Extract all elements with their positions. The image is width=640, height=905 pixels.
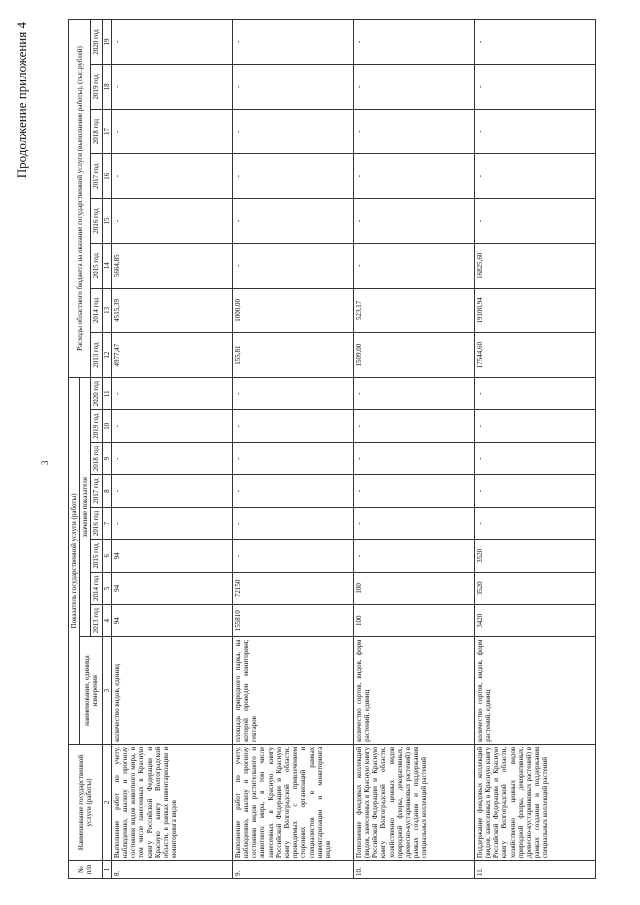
indicator-value-cell: 94 (111, 605, 232, 637)
column-number: 7 (102, 507, 111, 539)
indicator-value-cell: - (111, 507, 232, 539)
expense-value-cell: - (353, 199, 474, 244)
expense-year-3: 2016 год (91, 199, 102, 244)
value-year-2: 2015 год (91, 540, 102, 572)
column-number: 16 (102, 154, 111, 199)
column-number: 1 (102, 861, 111, 879)
value-year-7: 2020 год (91, 377, 102, 410)
column-number: 14 (102, 243, 111, 288)
header-expense-group: Расходы областного бюджета на оказание государственной услуги (выполнение работы), (тыс.рублей) (69, 20, 91, 378)
expense-value-cell: - (232, 243, 353, 288)
table-row (474, 20, 595, 879)
indicator-value-cell: - (111, 377, 232, 410)
indicator-value-cell: - (353, 507, 474, 539)
expense-year-6: 2019 год (91, 64, 102, 109)
indicator-value-cell: - (474, 410, 595, 442)
indicator-value-cell: - (353, 475, 474, 507)
indicator-value-cell: - (111, 410, 232, 442)
expense-value-cell: - (232, 109, 353, 154)
service-name-cell: Поддержание фондовых коллекций (видов, занесенных в Красную книгу Российской Федерации и Красную книгу Волгоградской области, хозяйственно ценных видов природной флоры, декоративных, древесно-кустарниковых растений) в рамках создания и поддержания специальных коллекций растений (474, 744, 595, 860)
value-year-4: 2017 год (91, 475, 102, 507)
value-year-6: 2019 год (91, 410, 102, 442)
indicator-value-cell: 100 (353, 605, 474, 637)
page-number: 3 (40, 460, 50, 465)
indicator-value-cell: - (232, 442, 353, 474)
indicator-value-cell: - (474, 442, 595, 474)
services-table (68, 19, 596, 879)
expense-value-cell: - (353, 20, 474, 65)
expense-value-cell: 19100,94 (474, 288, 595, 333)
expense-value-cell: - (474, 109, 595, 154)
indicator-value-cell: - (474, 377, 595, 410)
column-number: 2 (102, 744, 111, 860)
table-row (353, 20, 474, 879)
expense-value-cell: 5664,85 (111, 243, 232, 288)
column-number: 18 (102, 64, 111, 109)
column-number: 8 (102, 475, 111, 507)
service-name-cell: Выполнение работ по учету, наблюдению, анализу и прогнозу состояния видов животного мира, в том числе занесенных в Красную книгу Российской Федерации и Красную книгу Волгоградской области, в рамках инвентаризации и мониторинга видов (111, 744, 232, 860)
column-number: 19 (102, 20, 111, 65)
header-indicator-group: Показатель государственной услуги (работы) (69, 377, 80, 744)
expense-value-cell: 17544,60 (474, 333, 595, 378)
column-number: 9 (102, 442, 111, 474)
indicator-value-cell: - (353, 442, 474, 474)
expense-value-cell: - (353, 64, 474, 109)
indicator-value-cell: - (232, 507, 353, 539)
expense-year-5: 2018 год (91, 109, 102, 154)
continuation-title: Продолжение приложения 4 (14, 22, 29, 179)
value-year-1: 2014 год (91, 572, 102, 604)
header-indicator-name: наименование, единица измерения (80, 637, 102, 744)
service-name-cell: Выполнение работ по учету, наблюдению, анализу и прогнозу состояния видов растительного и животного мира, в том числе занесенных в Красную книгу Российской Федерации и Красную книгу Волгоградской области, проводимых с привлечением сторонних организаций и специалистов в рамках инвентаризации и мониторинга видов (232, 744, 353, 860)
indicator-value-cell: - (232, 377, 353, 410)
row-number: 9. (232, 861, 353, 879)
indicator-value-cell: 3520 (474, 540, 595, 572)
column-number: 11 (102, 377, 111, 410)
expense-value-cell: - (474, 154, 595, 199)
value-year-3: 2016 год (91, 507, 102, 539)
service-name-cell: Пополнение фондовых коллекций (видов, занесенных в Красную книгу Российской Федерации и Красную книгу Волгоградской области, хозяйственно ценных видов природной флоры, декоративных, древесно-кустарниковых растений) в рамках создания и поддержания специальных коллекций растений (353, 744, 474, 860)
expense-value-cell: 1000,00 (232, 288, 353, 333)
indicator-cell: количество сортов, видов, форм растений, единиц (353, 637, 474, 744)
expense-value-cell: - (232, 199, 353, 244)
indicator-value-cell: - (474, 475, 595, 507)
expense-year-1: 2014 год (91, 288, 102, 333)
row-number: 8. (111, 861, 232, 879)
value-year-0: 2013 год (91, 605, 102, 637)
expense-value-cell: - (232, 20, 353, 65)
indicator-cell: площадь природного парка, на которой проведен мониторинг, гектаров (232, 637, 353, 744)
expense-year-0: 2013 год (91, 333, 102, 378)
indicator-value-cell: - (232, 410, 353, 442)
indicator-value-cell: - (353, 410, 474, 442)
expense-value-cell: - (232, 154, 353, 199)
expense-value-cell: 523,17 (353, 288, 474, 333)
indicator-value-cell: 72150 (232, 572, 353, 604)
column-number: 5 (102, 572, 111, 604)
indicator-value-cell: 3420 (474, 605, 595, 637)
column-number: 13 (102, 288, 111, 333)
expense-value-cell: - (353, 154, 474, 199)
column-number: 3 (102, 637, 111, 744)
column-number: 10 (102, 410, 111, 442)
row-number: 11. (474, 861, 595, 879)
expense-value-cell: - (111, 109, 232, 154)
expense-value-cell: 4515,39 (111, 288, 232, 333)
indicator-cell: количество сортов, видов, форм растений, единиц (474, 637, 595, 744)
expense-value-cell: - (111, 20, 232, 65)
column-number: 15 (102, 199, 111, 244)
expense-value-cell: - (474, 64, 595, 109)
expense-value-cell: - (232, 64, 353, 109)
header-service-name: Наименование государственной услуги (работы) (69, 744, 103, 860)
indicator-value-cell: 100 (353, 572, 474, 604)
expense-value-cell: 16825,60 (474, 243, 595, 288)
indicator-value-cell: 155810 (232, 605, 353, 637)
column-number: 6 (102, 540, 111, 572)
expense-year-7: 2020 год (91, 20, 102, 65)
table-row (111, 20, 232, 879)
table-row (232, 20, 353, 879)
header-indicator-value: значение показателя (80, 377, 91, 636)
indicator-cell: количество видов, единиц (111, 637, 232, 744)
value-year-5: 2018 год (91, 442, 102, 474)
column-number: 17 (102, 109, 111, 154)
indicator-value-cell: - (232, 475, 353, 507)
indicator-value-cell: 3520 (474, 572, 595, 604)
expense-value-cell: - (111, 199, 232, 244)
expense-value-cell: 1509,00 (353, 333, 474, 378)
expense-value-cell: 155,81 (232, 333, 353, 378)
indicator-value-cell: - (474, 507, 595, 539)
expense-value-cell: - (111, 64, 232, 109)
expense-value-cell: - (353, 243, 474, 288)
expense-value-cell: - (474, 20, 595, 65)
indicator-value-cell: - (353, 377, 474, 410)
expense-year-2: 2015 год (91, 243, 102, 288)
column-number: 4 (102, 605, 111, 637)
expense-value-cell: - (353, 109, 474, 154)
header-no: № п/п (69, 861, 103, 879)
row-number: 10. (353, 861, 474, 879)
indicator-value-cell: 94 (111, 540, 232, 572)
expense-year-4: 2017 год (91, 154, 102, 199)
indicator-value-cell: - (111, 475, 232, 507)
expense-value-cell: 4977,47 (111, 333, 232, 378)
indicator-value-cell: - (232, 540, 353, 572)
column-number: 12 (102, 333, 111, 378)
expense-value-cell: - (474, 199, 595, 244)
expense-value-cell: - (111, 154, 232, 199)
indicator-value-cell: 94 (111, 572, 232, 604)
indicator-value-cell: - (353, 540, 474, 572)
indicator-value-cell: - (111, 442, 232, 474)
